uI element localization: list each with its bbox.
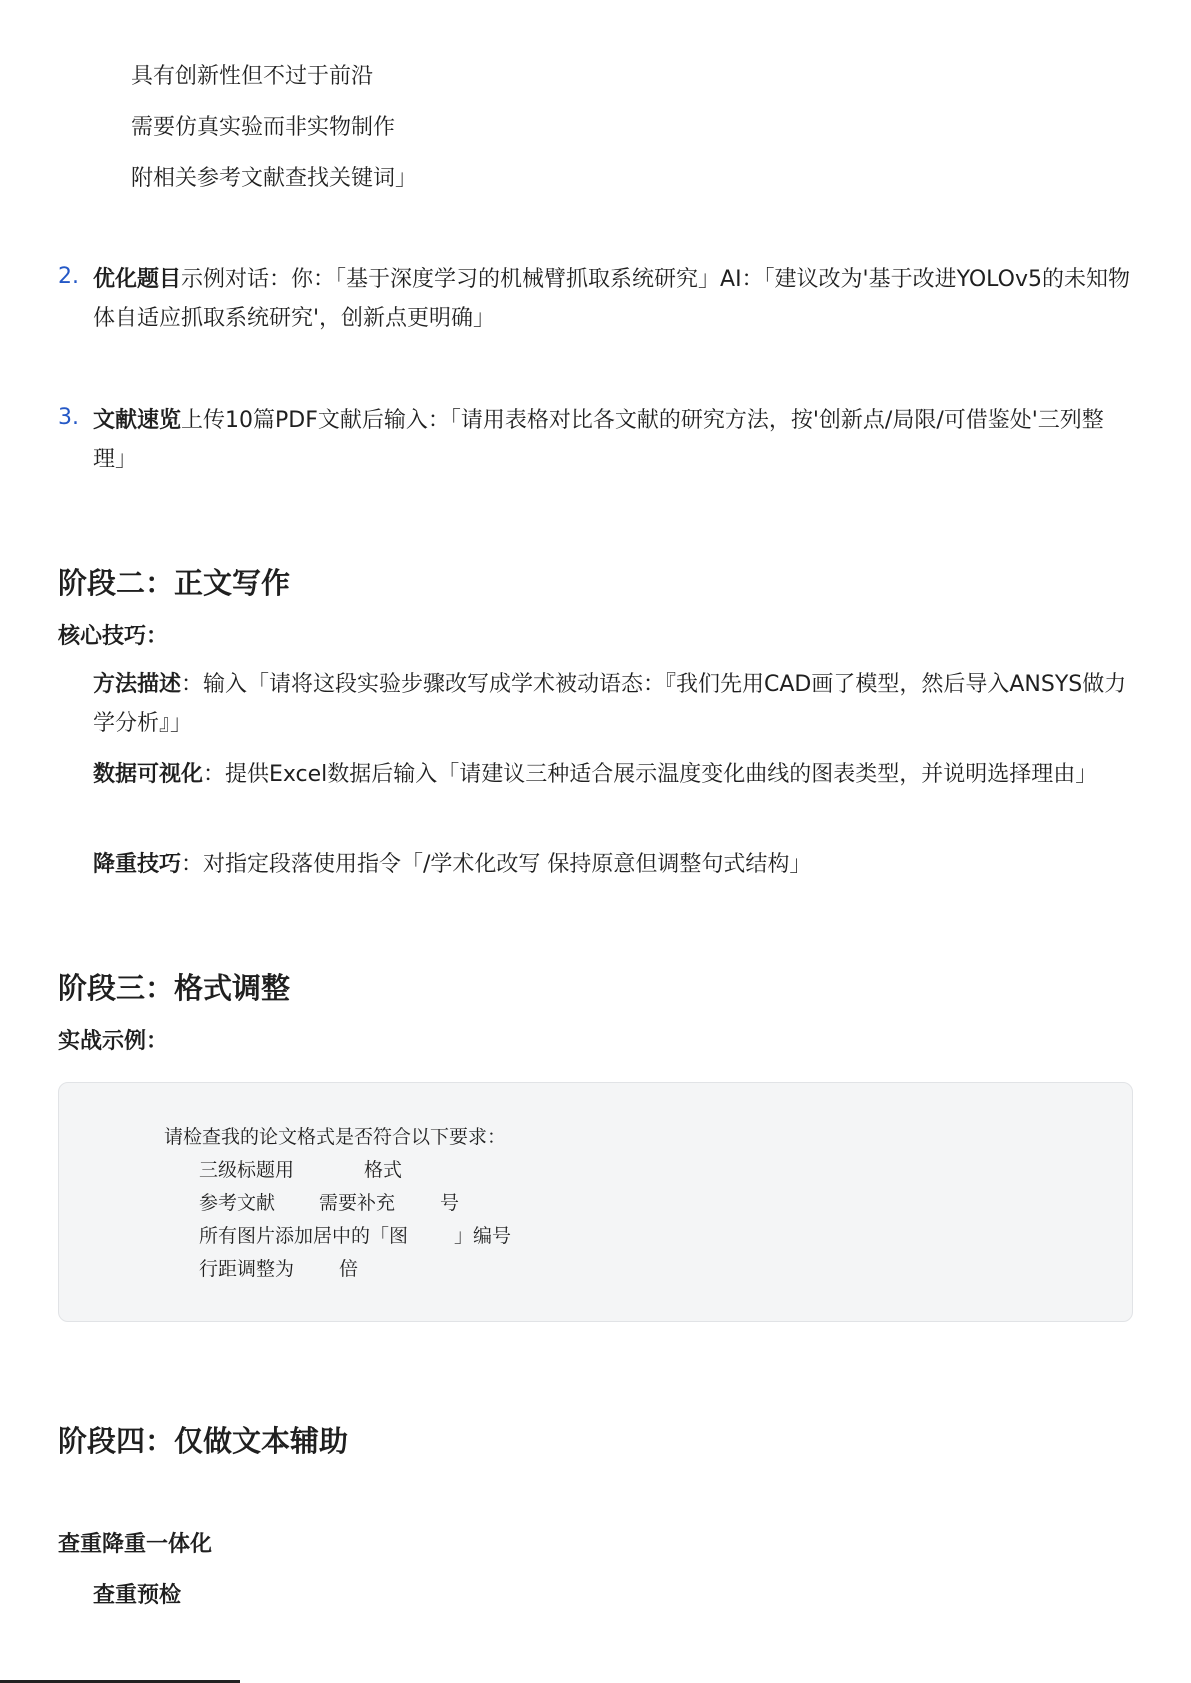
code-block (58, 1082, 1133, 1322)
subheading-plagiarism: 查重降重一体化 (58, 1532, 213, 1557)
section-heading-stage2: 阶段二：正文写作 (58, 566, 291, 600)
item-text: 示例对话：你：「基于深度学习的机械臂抓取系统研究」AI：「建议改为'基于改进YOLOv5的未知物体自适应抓取系统研究'，创新点更明确」 (93, 267, 1130, 331)
numbered-item-literature (93, 401, 1133, 479)
list-number: 3. (58, 405, 79, 430)
list-number: 2. (58, 264, 79, 289)
code-line: 号 (440, 1192, 460, 1214)
code-line: 格式 (364, 1159, 403, 1181)
section-heading-stage4: 阶段四：仅做文本辅助 (58, 1424, 349, 1458)
tip-text: ：提供Excel数据后输入「请建议三种适合展示温度变化曲线的图表类型，并说明选择理由」 (203, 762, 1098, 787)
list-item: 需要仿真实验而非实物制作 (131, 115, 396, 140)
tip-title: 数据可视化 (93, 762, 204, 787)
code-line: 行距调整为 (199, 1258, 295, 1280)
list-item: 附相关参考文献查找关键词」 (131, 166, 418, 191)
code-line: 三级标题用 (199, 1159, 295, 1181)
section-heading-stage3: 阶段三：格式调整 (58, 971, 291, 1005)
code-line: 所有图片添加居中的「图 (199, 1225, 409, 1247)
code-line: 倍 (339, 1258, 359, 1280)
tip-data-visualization (93, 755, 1138, 794)
subheading-example: 实战示例： (58, 1029, 169, 1054)
code-intro: 请检查我的论文格式是否符合以下要求： (164, 1126, 507, 1148)
list-item: 具有创新性但不过于前沿 (131, 64, 374, 89)
item-text: 上传10篇PDF文献后输入：「请用表格对比各文献的研究方法，按'创新点/局限/可借鉴处'三列整理」 (93, 408, 1104, 472)
tip-method-description (93, 665, 1138, 743)
code-line: 参考文献 (199, 1192, 276, 1214)
tip-title: 降重技巧 (93, 852, 182, 877)
sub-item-precheck: 查重预检 (93, 1583, 182, 1608)
numbered-item-optimize-title (93, 260, 1133, 338)
code-line: 」编号 (454, 1225, 512, 1247)
tip-text: ：对指定段落使用指令「/学术化改写 保持原意但调整句式结构」 (181, 852, 812, 877)
item-title: 文献速览 (93, 408, 182, 433)
tip-title: 方法描述 (93, 672, 182, 697)
code-line: 需要补充 (319, 1192, 396, 1214)
tip-text: ：输入「请将这段实验步骤改写成学术被动语态：『我们先用CAD画了模型，然后导入ANSYS做力学分析』」 (93, 672, 1127, 736)
item-title: 优化题目 (93, 267, 182, 292)
subheading-core-tips: 核心技巧： (58, 624, 169, 649)
tip-plagiarism-reduction (93, 845, 1138, 884)
